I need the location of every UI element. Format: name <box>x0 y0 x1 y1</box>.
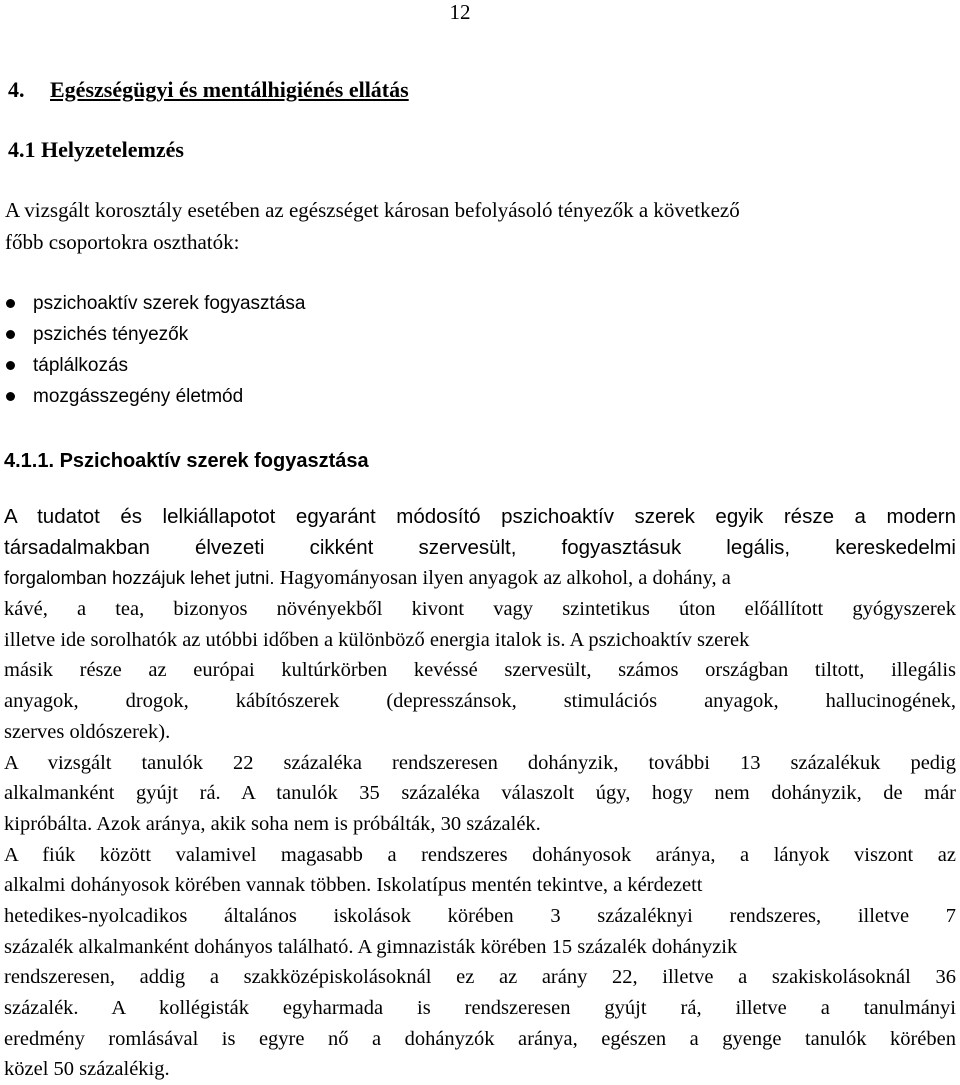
section-title: Egészségügyi és mentálhigiénés ellátás <box>50 77 409 102</box>
paragraph-line: A tudatot és lelkiállapotot egyaránt módosító pszichoaktív szerek egyik része a modern <box>4 505 956 528</box>
paragraph-line: társadalmakban élvezeti cikként szervesült, fogyasztásuk legális, kereskedelmi <box>4 535 956 559</box>
subsubsection-heading: 4.1.1. Pszichoaktív szerek fogyasztása <box>4 450 369 472</box>
intro-paragraph <box>5 194 955 258</box>
paragraph-line: szerves oldószerek). <box>4 720 171 743</box>
bullet-icon <box>6 361 15 370</box>
paragraph-line <box>4 870 956 901</box>
paragraph-line: másik része az európai kultúrkörben kevéssé szervesült, számos országban tiltott, illegális <box>4 659 956 682</box>
subsection-heading: 4.1 Helyzetelemzés <box>8 137 184 162</box>
paragraph-line: rendszeresen, addig a szakközépiskolásoknál ez az arány 22, illetve a szakiskolásoknál 36 <box>4 966 956 989</box>
line-segment: illetve ide sorolhatók az utóbbi időben a különböző energia italok is. <box>4 628 566 651</box>
paragraph-line: kávé, a tea, bizonyos növényekből kivont vagy szintetikus úton előállított gyógyszerek <box>4 598 956 621</box>
bullet-icon <box>6 392 15 401</box>
paragraph-line: eredmény romlásával is egyre nő a dohányzók aránya, egészen a gyenge tanulók körében <box>4 1027 956 1050</box>
bullet-icon <box>6 299 15 308</box>
list-item-label: mozgásszegény életmód <box>33 386 244 407</box>
paragraph-line: A fiúk között valamivel magasabb a rendszeres dohányosok aránya, a lányok viszont az <box>4 843 956 866</box>
intro-line: főbb csoportokra oszthatók: <box>5 230 240 254</box>
list-item-label: táplálkozás <box>33 355 129 376</box>
paragraph-line: kipróbálta. Azok aránya, akik soha nem is próbálták, 30 százalék. <box>4 812 541 835</box>
paragraph-line: százalék. A kollégisták egyharmada is rendszeresen gyújt rá, illetve a tanulmányi <box>4 997 956 1019</box>
paragraph-line: hetedikes-nyolcadikos általános iskolások körében 3 százaléknyi rendszeres, illetve 7 <box>4 904 956 927</box>
paragraph-line: A vizsgált tanulók 22 százaléka rendszeresen dohányzik, további 13 százalékuk pedig <box>4 751 956 774</box>
list-item <box>0 381 305 412</box>
list-item <box>0 288 305 319</box>
list-item-label: pszichoaktív szerek fogyasztása <box>33 293 306 314</box>
intro-line: A vizsgált korosztály esetében az egészséget károsan befolyásoló tényezők a következő <box>5 198 740 222</box>
line-segment: A pszichoaktív szerek <box>565 628 750 651</box>
section-number: 4. <box>8 77 25 102</box>
line-segment: Hagyományosan ilyen anyagok az alkohol, a dohány, a <box>274 567 731 590</box>
section-heading <box>8 76 409 104</box>
list-item <box>0 319 305 350</box>
paragraph-line: anyagok, drogok, kábítószerek (depresszánsok, stimulációs anyagok, hallucinogének, <box>4 690 956 713</box>
line-segment: A gimnazisták körében 15 százalék dohányzik <box>353 935 738 958</box>
paragraph-line: közel 50 százalékig. <box>4 1058 170 1081</box>
line-segment: Iskolatípus mentén tekintve, a kérdezett <box>371 874 703 897</box>
paragraph-line <box>4 563 956 594</box>
factor-list <box>0 288 305 412</box>
paragraph-line <box>4 625 956 656</box>
paragraph-line <box>4 932 956 963</box>
paragraph-line: alkalmanként gyújt rá. A tanulók 35 százaléka válaszolt úgy, hogy nem dohányzik, de már <box>4 782 956 805</box>
list-item <box>0 350 305 381</box>
page-number: 12 <box>449 0 471 24</box>
list-item-label: pszichés tényezők <box>33 324 189 345</box>
body-text <box>4 502 956 1085</box>
line-segment: százalék alkalmanként dohányos található. <box>4 935 354 958</box>
bullet-icon <box>6 330 15 339</box>
line-segment: forgalomban hozzájuk lehet jutni. <box>4 567 275 589</box>
line-segment: alkalmi dohányosok körében vannak többen. <box>4 874 372 897</box>
